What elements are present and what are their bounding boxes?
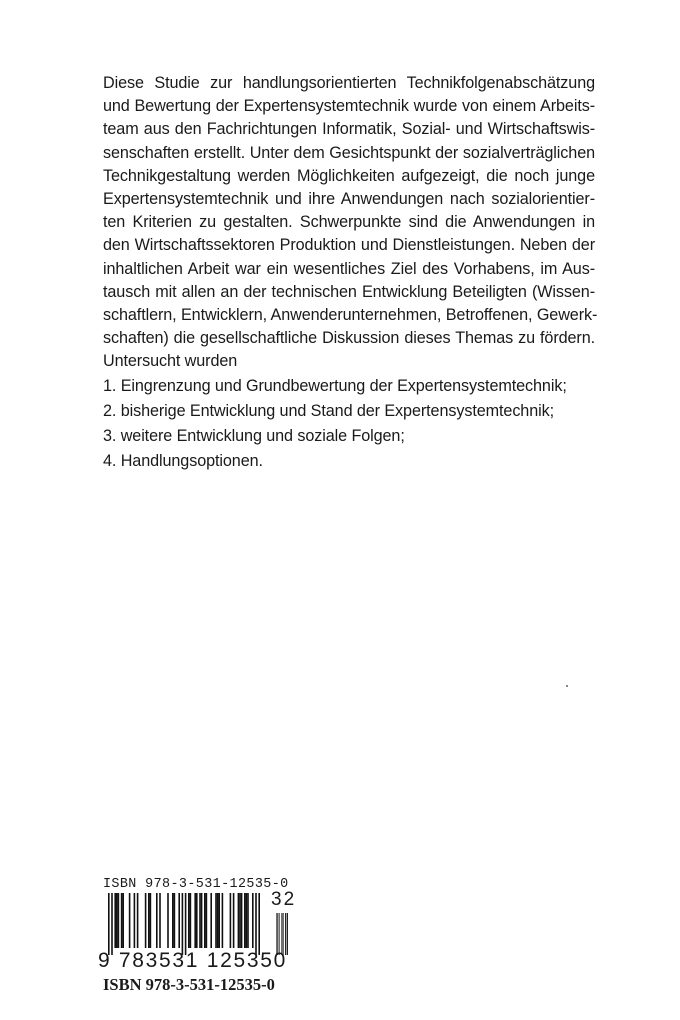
barcode-bar [167,893,169,948]
blurb-line: den Wirtschaftssektoren Produktion und Dienstleistungen. Neben der [103,236,595,255]
barcode-bar [116,893,118,948]
barcode-bar [137,893,139,948]
blurb-line: team aus den Fachrichtungen Informatik, Sozial- und Wirtschaftswis- [103,120,595,139]
list-item: 1. Eingrenzung und Grundbewertung der Expertensystemtechnik; [103,377,567,396]
barcode-bar [246,893,248,948]
blurb-line: ten Kriterien zu gestalten. Schwerpunkte sind die Anwendungen in [103,213,595,232]
blurb-line: senschaften erstellt. Unter dem Gesichtspunkt der sozialverträglichen [103,143,595,162]
barcode-bar [118,893,120,948]
barcode-bar [215,893,217,948]
barcode-bar [241,893,243,948]
barcode-bar [230,893,232,948]
barcode-bar [111,893,113,955]
barcode-bar [210,893,212,948]
barcode-bar [222,893,224,948]
blurb-line: tausch mit allen an der technischen Entwicklung Beteiligten (Wissen- [103,282,595,301]
list-item: 3. weitere Entwicklung und soziale Folgen; [103,426,405,445]
barcode-bar [178,893,180,948]
barcode-bar [206,893,208,948]
barcode-bar [145,893,147,948]
isbn-bottom-label: ISBN 978-3-531-12535-0 [103,975,275,994]
print-speck [566,685,568,687]
blurb-line: Untersucht wurden [103,352,238,371]
barcode-bar [204,893,206,948]
barcode-digits: 9 783531 125350 [98,949,287,972]
barcode-bar [194,893,196,948]
barcode-bar [255,893,257,955]
blurb-text [103,72,598,473]
barcode-bar [114,893,116,948]
barcode-addon-digits: 32 [271,889,297,910]
barcode-bar [174,893,176,948]
blurb-line: Expertensystemtechnik und ihre Anwendungen nach sozialorientier- [103,190,595,209]
barcode-bar [182,893,184,955]
barcode-bar [156,893,158,948]
barcode-bar [218,893,220,948]
barcode-bar [233,893,235,948]
barcode-bar [172,893,174,948]
barcode-bar [238,893,240,948]
barcode-bar [148,893,150,948]
barcode-bar [188,893,190,948]
isbn-barcode [108,893,298,955]
blurb-line: Diese Studie zur handlungsorientierten Technikfolgenabschätzung [103,74,595,92]
barcode-bar [247,893,249,948]
barcode-bar [199,893,201,948]
blurb-line: schaften) die gesellschaftliche Diskussion dieses Themas zu fördern. [103,329,595,348]
barcode-bar [258,893,260,955]
barcode-bar [159,893,161,948]
blurb-line: und Bewertung der Expertensystemtechnik wurde von einem Arbeits- [103,97,595,116]
barcode-bar [244,893,246,948]
barcode-bar [190,893,192,948]
blurb-line: schaftlern, Entwicklern, Anwenderunternehmen, Betroffenen, Gewerk- [103,306,598,325]
blurb-line: Technikgestaltung werden Möglichkeiten aufgezeigt, die noch junge [103,166,595,185]
list-item: 2. bisherige Entwicklung und Stand der Expertensystemtechnik; [103,402,554,421]
list-item: 4. Handlungsoptionen. [103,451,263,470]
barcode-bar [201,893,203,948]
barcode-addon-bar [287,913,288,955]
barcode-bar [129,893,131,948]
barcode-bar [239,893,241,948]
isbn-top-label: ISBN 978-3-531-12535-0 [103,877,289,892]
barcode-bar [217,893,219,948]
barcode-bar [185,893,187,955]
barcode-bar [122,893,124,948]
barcode-bar [134,893,136,948]
barcode-bar [252,893,254,948]
barcode-bar [150,893,152,948]
barcode-bar [108,893,110,955]
barcode-bar [196,893,198,948]
blurb-line: inhaltlichen Arbeit war ein wesentliches Ziel des Vorhabens, im Aus- [103,259,595,278]
barcode-bar [121,893,123,948]
